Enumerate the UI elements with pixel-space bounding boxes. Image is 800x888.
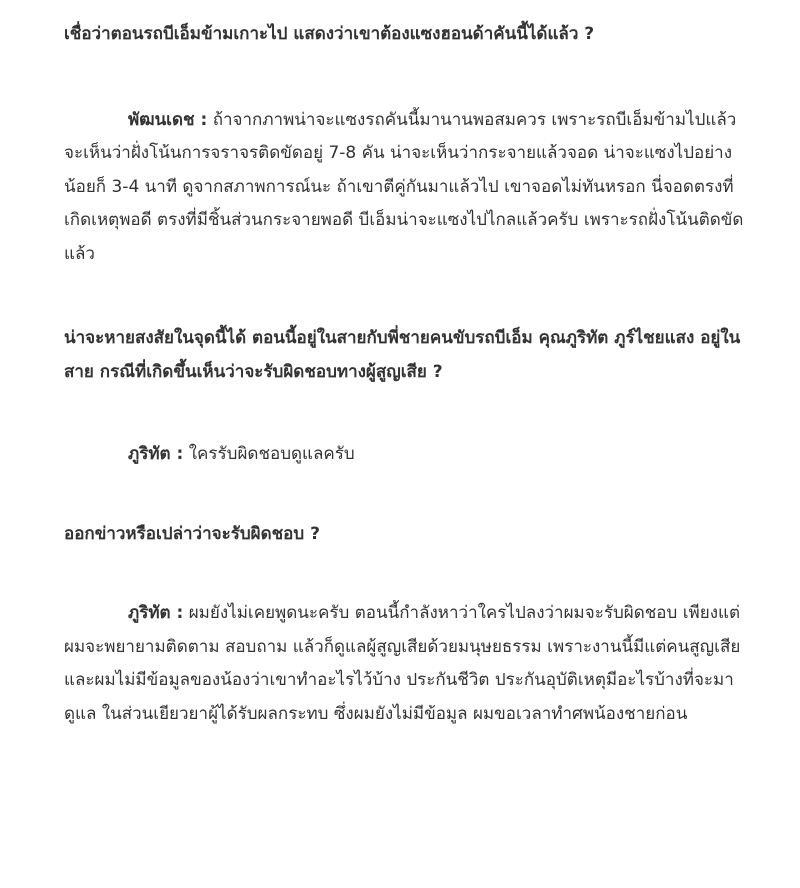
interview-question-2: น่าจะหายสงสัยในจุดนี้ได้ ตอนนี้อยู่ในสายกับพี่ชายคนขับรถบีเอ็ม คุณภูริทัต ภูร์ไชยแสง อยู่ในสาย กรณีที่เกิดขึ้นเห็นว่าจะรับผิดชอบทางผู้สูญเสีย ? xyxy=(64,328,741,382)
interview-answer-3 xyxy=(64,597,754,731)
answer-text: ถ้าจากภาพน่าจะแซงรถคันนี้มานานพอสมควร เพราะรถบีเอ็มข้ามไปแล้ว จะเห็นว่าฝั่งโน้นการจราจรติดขัดอยู่ 7-8 คัน น่าจะเห็นว่ากระจายแล้วจอด น่าจะแซงไปอย่างน้อยก็ 3-4 นาที ดูจากสภาพการณ์นะ ถ้าเขาตีคู่กันมาแล้วไป เขาจอดไม่ทันหรอก นี่จอดตรงที่เกิดเหตุพอดี ตรงที่มีชิ้นส่วนกระจายพอดี บีเอ็มน่าจะแซงไปไกลแล้วครับ เพราะรถฝั่งโน้นติดขัดแล้ว xyxy=(64,109,744,264)
answer-text: ผมยังไม่เคยพูดนะครับ ตอนนี้กำลังหาว่าใครไปลงว่าผมจะรับผิดชอบ เพียงแต่ผมจะพยายามติดตาม สอบถาม แล้วก็ดูแลผู้สูญเสียด้วยมนุษยธรรม เพราะงานนี้มีแต่คนสูญเสีย และผมไม่มีข้อมูลของน้องว่าเขาทำอะไรไว้บ้าง ประกันชีวิต ประกันอุบัติเหตุมีอะไรบ้างที่จะมาดูแล ในส่วนเยียวยาผู้ได้รับผลกระทบ ซึ่งผมยังไม่มีข้อมูล ผมขอเวลาทำศพน้องชายก่อน xyxy=(64,603,741,724)
interview-question-1: เชื่อว่าตอนรถบีเอ็มข้ามเกาะไป แสดงว่าเขาต้องแซงฮอนด้าคันนี้ได้แล้ว ? xyxy=(64,24,595,44)
interview-answer-2 xyxy=(64,438,754,472)
speaker-label: ภูริทัต : xyxy=(128,444,184,464)
article-body xyxy=(64,18,754,731)
speaker-label: พัฒนเดช : xyxy=(128,109,208,130)
answer-text: ใครรับผิดชอบดูแลครับ xyxy=(183,444,355,464)
interview-answer-1 xyxy=(64,104,754,272)
speaker-label: ภูริทัต : xyxy=(128,603,184,623)
interview-question-3: ออกข่าวหรือเปล่าว่าจะรับผิดชอบ ? xyxy=(64,523,320,544)
